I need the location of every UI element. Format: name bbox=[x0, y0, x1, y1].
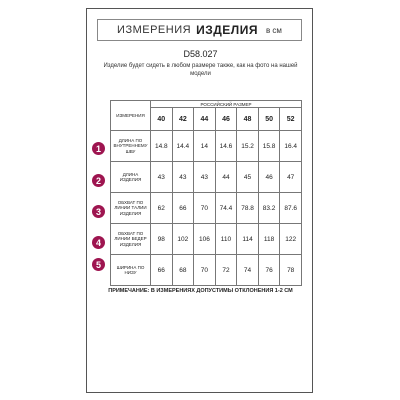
table-cell: 66 bbox=[172, 193, 194, 224]
title-item: ИЗДЕЛИЯ bbox=[196, 23, 258, 37]
table-cell: 43 bbox=[172, 162, 194, 193]
table-cell: 14.4 bbox=[172, 131, 194, 162]
table-cell: 15.8 bbox=[258, 131, 280, 162]
table-cell: 98 bbox=[151, 224, 173, 255]
table-cell: 70 bbox=[194, 193, 216, 224]
row-badge-5: 5 bbox=[92, 258, 105, 271]
table-cell: 78.8 bbox=[237, 193, 259, 224]
russian-size-header: РОССИЙСКИЙ РАЗМЕР bbox=[151, 101, 302, 108]
table-row bbox=[111, 162, 302, 193]
table-cell: 14 bbox=[194, 131, 216, 162]
table-cell: 45 bbox=[237, 162, 259, 193]
table-cell: 68 bbox=[172, 255, 194, 286]
table-cell: 76 bbox=[258, 255, 280, 286]
row-badge-2: 2 bbox=[92, 174, 105, 187]
fit-note: Изделие будет сидеть в любом размере также, как на фото на нашей модели bbox=[103, 63, 298, 77]
table-cell: 72 bbox=[215, 255, 237, 286]
table-cell: 83.2 bbox=[258, 193, 280, 224]
row-label: ШИРИНА ПО НИЗУ bbox=[111, 255, 151, 286]
table-cell: 43 bbox=[194, 162, 216, 193]
size-header: 46 bbox=[215, 108, 237, 131]
table-cell: 118 bbox=[258, 224, 280, 255]
table-row bbox=[111, 193, 302, 224]
table-cell: 46 bbox=[258, 162, 280, 193]
table-cell: 70 bbox=[194, 255, 216, 286]
table-row bbox=[111, 224, 302, 255]
table-cell: 102 bbox=[172, 224, 194, 255]
row-badge-1: 1 bbox=[92, 142, 105, 155]
title-unit: в см bbox=[265, 25, 282, 35]
table-cell: 110 bbox=[215, 224, 237, 255]
table-cell: 44 bbox=[215, 162, 237, 193]
table-row bbox=[111, 131, 302, 162]
table-cell: 16.4 bbox=[280, 131, 302, 162]
size-header: 48 bbox=[237, 108, 259, 131]
row-label: ОБХВАТ ПО ЛИНИИ БЕДЕР ИЗДЕЛИЯ bbox=[111, 224, 151, 255]
table-cell: 87.6 bbox=[280, 193, 302, 224]
table-cell: 74.4 bbox=[215, 193, 237, 224]
table-cell: 74 bbox=[237, 255, 259, 286]
table-cell: 62 bbox=[151, 193, 173, 224]
title-measurements: ИЗМЕРЕНИЯ bbox=[117, 24, 192, 36]
row-badge-3: 3 bbox=[92, 205, 105, 218]
size-chart-sheet bbox=[86, 8, 313, 393]
table-cell: 14.6 bbox=[215, 131, 237, 162]
size-header: 52 bbox=[280, 108, 302, 131]
row-label: ДЛИНА ИЗДЕЛИЯ bbox=[111, 162, 151, 193]
table-cell: 47 bbox=[280, 162, 302, 193]
row-label: ОБХВАТ ПО ЛИНИИ ТАЛИИ ИЗДЕЛИЯ bbox=[111, 193, 151, 224]
size-header: 42 bbox=[172, 108, 194, 131]
table-cell: 106 bbox=[194, 224, 216, 255]
row-badge-4: 4 bbox=[92, 236, 105, 249]
page-title bbox=[97, 19, 302, 41]
tolerance-note: ПРИМЕЧАНИЕ: В ИЗМЕРЕНИЯХ ДОПУСТИМЫ ОТКЛОНЕНИЯ 1-2 СМ bbox=[108, 288, 293, 294]
table-cell: 43 bbox=[151, 162, 173, 193]
size-table bbox=[110, 100, 302, 286]
size-header: 40 bbox=[151, 108, 173, 131]
table-cell: 14.8 bbox=[151, 131, 173, 162]
row-label: ДЛИНА ПО ВНУТРЕННЕМУ ШВУ bbox=[111, 131, 151, 162]
table-cell: 66 bbox=[151, 255, 173, 286]
table-cell: 114 bbox=[237, 224, 259, 255]
article-number: D58.027 bbox=[183, 49, 218, 59]
table-row bbox=[111, 255, 302, 286]
table-cell: 122 bbox=[280, 224, 302, 255]
table-cell: 78 bbox=[280, 255, 302, 286]
measurements-header: ИЗМЕРЕНИЯ bbox=[111, 101, 151, 131]
table-cell: 15.2 bbox=[237, 131, 259, 162]
size-header: 50 bbox=[258, 108, 280, 131]
size-header: 44 bbox=[194, 108, 216, 131]
